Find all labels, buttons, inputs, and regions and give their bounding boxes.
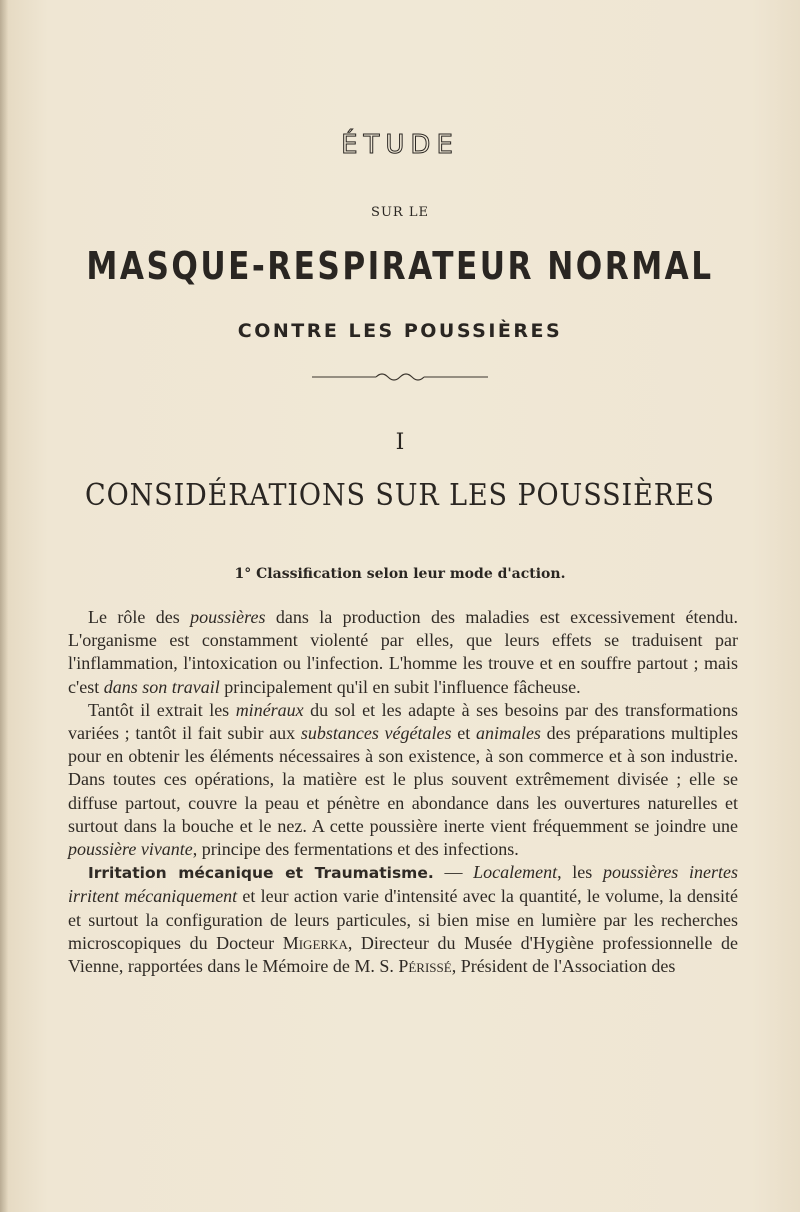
ornament-divider xyxy=(0,367,800,387)
heading-sur-le: SUR LE xyxy=(371,205,429,220)
paragraph-2: Tantôt il extrait les minéraux du sol et les adapte à ses besoins par des transformations variées ; tantôt il fait subir aux substances végétales et animales des préparations multiples pour en obtenir les éléments nécessaires à son existence, à son commerce et à son industrie. Dans toutes ces opérations, la matière est le plus souvent extrêmement divisée ; elle se diffuse partout, couvre la peau et pénètre en abondance dans les ouvertures naturelles et surtout dans la bouche et le nez. A cette poussière inerte vient fréquemment se joindre une poussière vivante, principe des fermentations et des infections. xyxy=(68,699,739,860)
body-text xyxy=(68,606,738,978)
main-title: MASQUE-RESPIRATEUR NORMAL xyxy=(86,244,714,288)
heading-etude: ÉTUDE xyxy=(341,130,459,160)
ornament-icon xyxy=(310,367,490,387)
section-title: CONSIDÉRATIONS SUR LES POUSSIÈRES xyxy=(85,478,715,513)
page-spine-shadow xyxy=(0,0,8,1212)
section-number: I xyxy=(395,430,405,455)
subsection-number: 1° xyxy=(234,566,252,582)
paragraph-1: Le rôle des poussières dans la production des maladies est excessivement étendu. L'organisme est constamment violenté par elles, que leurs effets se traduisent par l'inflammation, l'intoxication ou l'infection. L'homme les trouve et en souffre partout ; mais c'est dans son travail principalement qu'il en subit l'influence fâcheuse. xyxy=(68,607,738,697)
subsection-title: Classification selon leur mode d'action. xyxy=(256,566,566,582)
paragraph-3: Irritation mécanique et Traumatisme. — Localement, les poussières inertes irritent mécaniquement et leur action varie d'intensité avec la quantité, le volume, la densité et surtout la configuration de leurs particules, si bien mise en lumière par les recherches microscopiques du Docteur Migerka, Directeur du Musée d'Hygiène professionnelle de Vienne, rapportées dans le Mémoire de M. S. Périssé, Président de l'Association des xyxy=(68,862,739,977)
subtitle: CONTRE LES POUSSIÈRES xyxy=(237,320,563,342)
subsection-heading xyxy=(0,566,800,582)
